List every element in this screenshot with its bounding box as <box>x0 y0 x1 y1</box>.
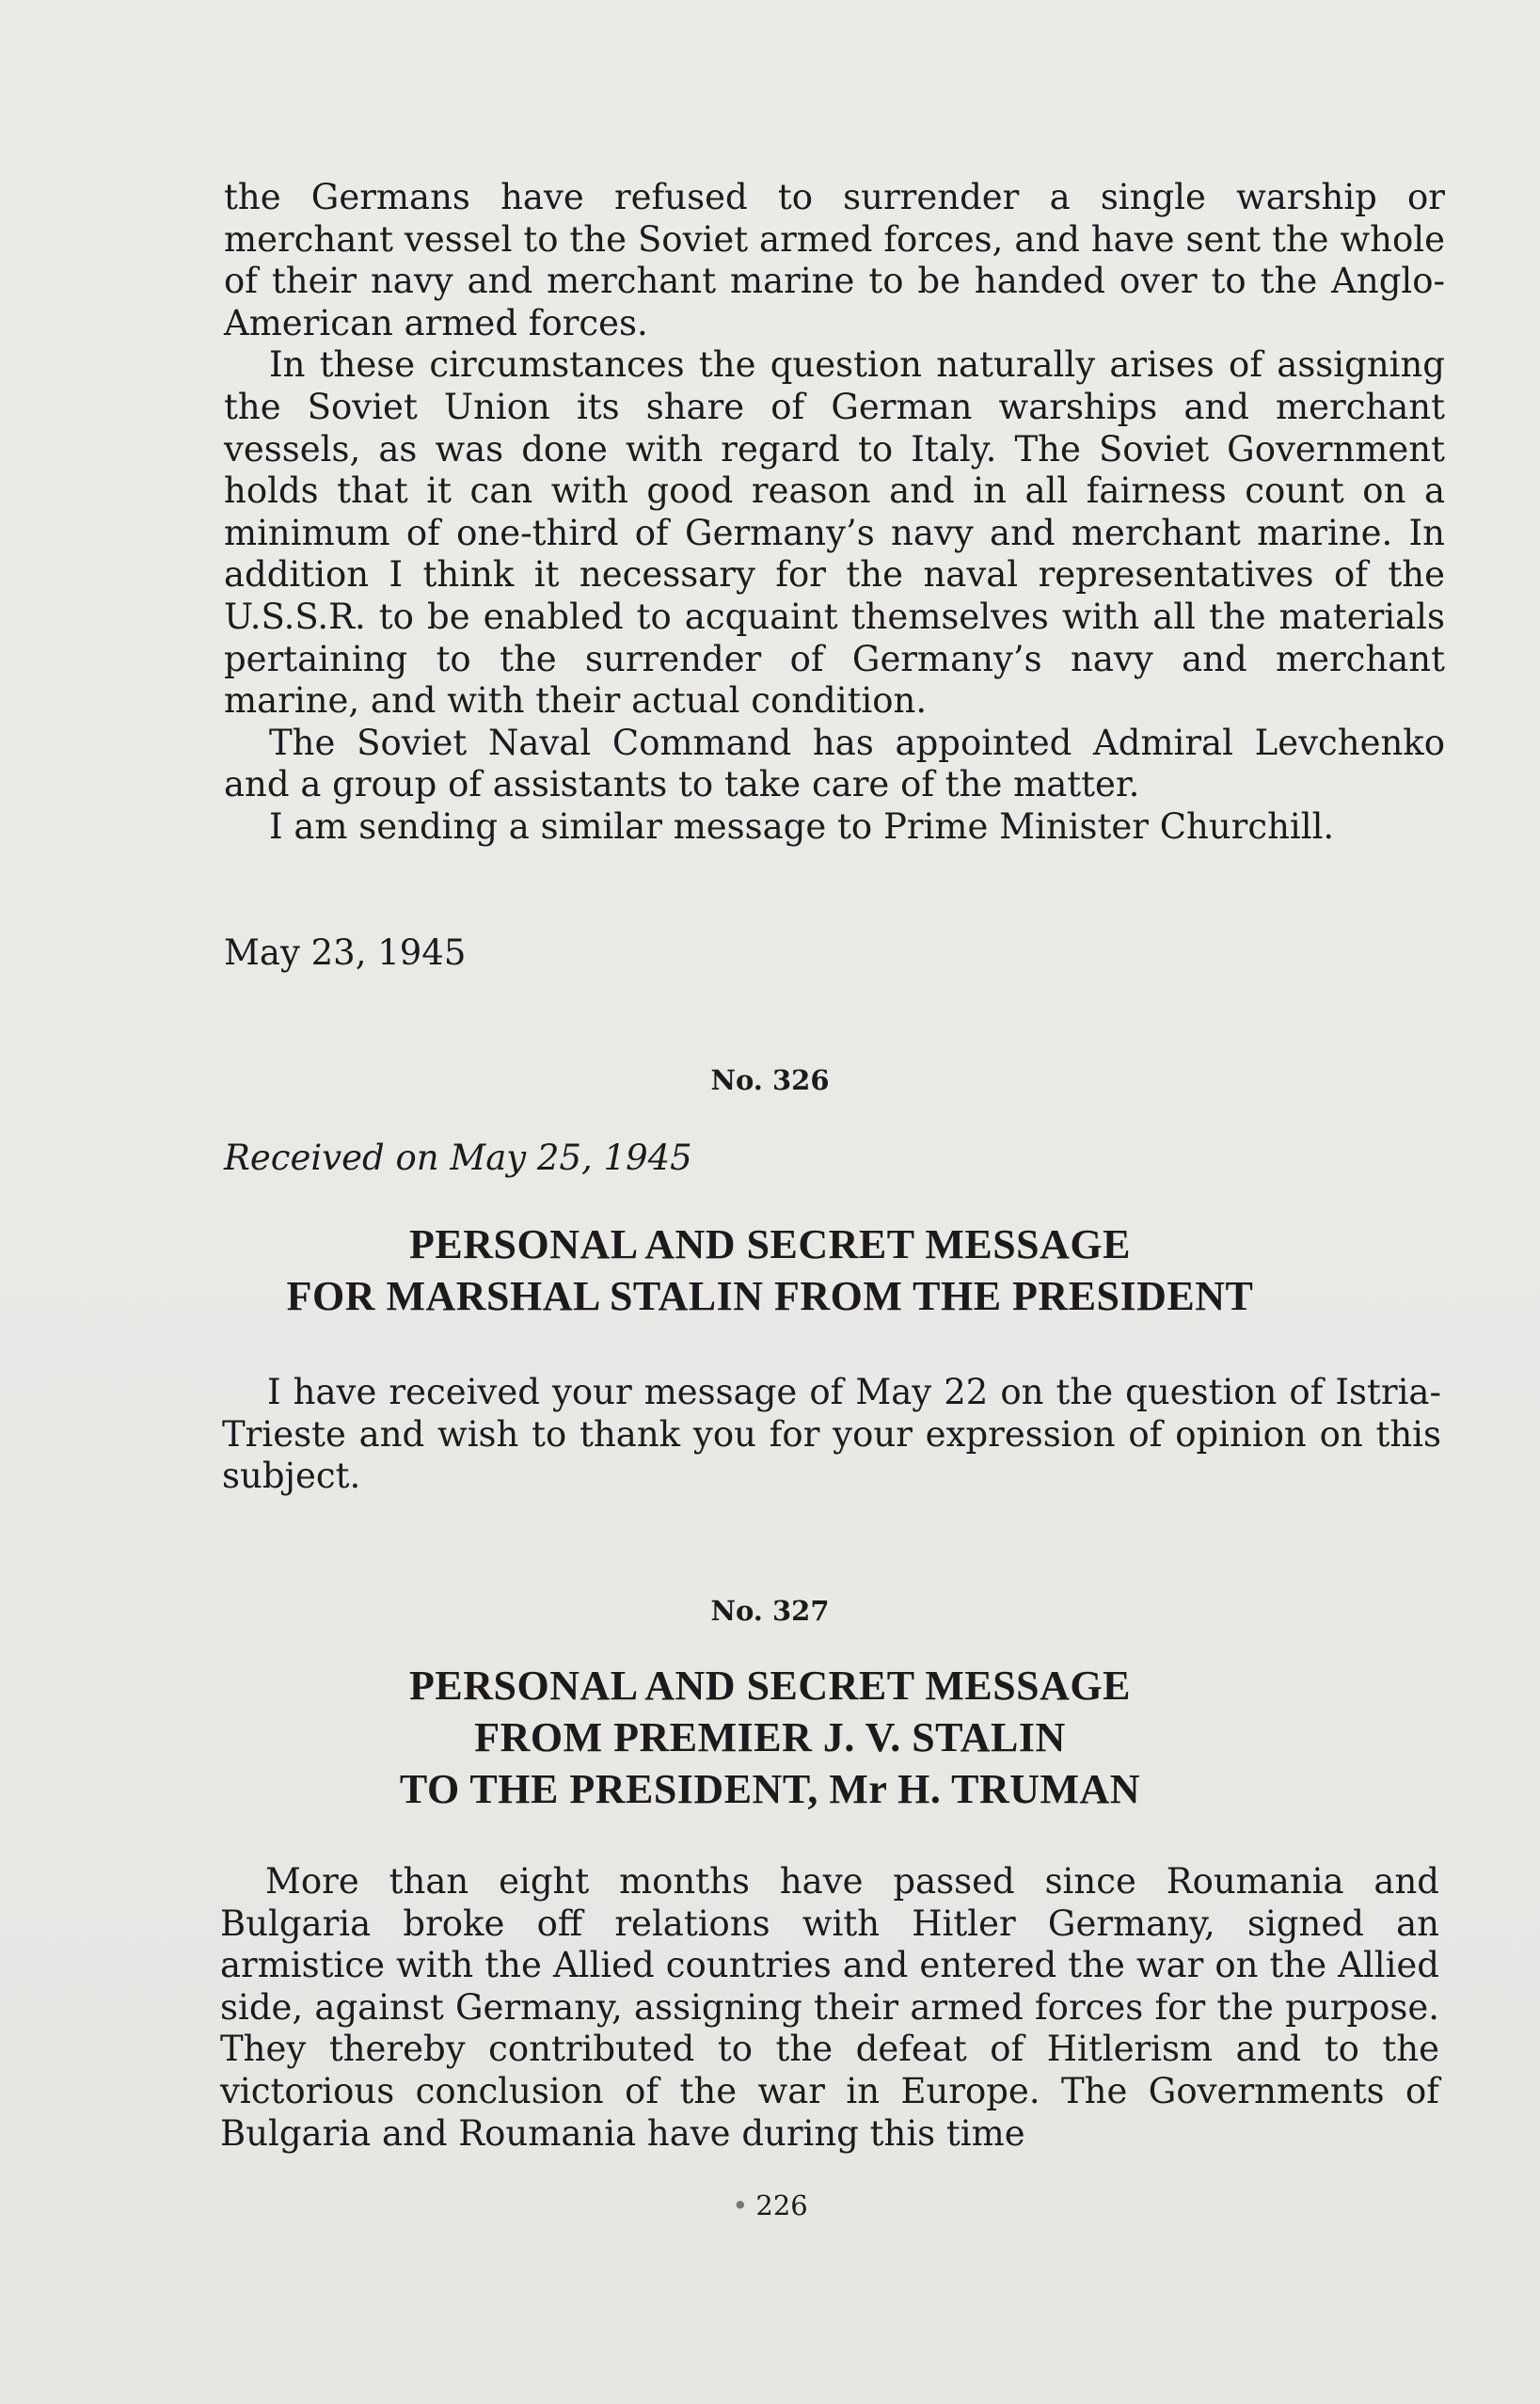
document-number-327: No. 327 <box>710 1595 830 1627</box>
paragraph-naval-command: The Soviet Naval Command has appointed Admiral Levchenko and a group of assistants to take care of the matter. <box>224 722 1445 805</box>
document-number-326: No. 326 <box>710 1064 830 1096</box>
paragraph-continued: the Germans have refused to surrender a single warship or merchant vessel to the Soviet armed forces, and have sent the whole of their navy and merchant marine to be handed over to the Anglo-American armed forces. <box>224 177 1445 343</box>
heading-327-line3: TO THE PRESIDENT, Mr H. TRUMAN <box>399 1766 1141 1812</box>
heading-326-line2: FOR MARSHAL STALIN FROM THE PRESIDENT <box>286 1273 1254 1319</box>
heading-326-line1: PERSONAL AND SECRET MESSAGE <box>409 1221 1131 1267</box>
paragraph-istria-trieste: I have received your message of May 22 on the question of Istria-Trieste and wish to thank you for your expression of opinion on this subject. <box>222 1372 1441 1497</box>
continued-text <box>224 177 1445 849</box>
heading-327-line2: FROM PREMIER J. V. STALIN <box>474 1714 1066 1760</box>
date-line: May 23, 1945 <box>224 932 467 973</box>
paragraph-similar-message: I am sending a similar message to Prime Minister Churchill. <box>269 805 1335 847</box>
received-date: Received on May 25, 1945 <box>224 1138 692 1178</box>
paragraph-share-of-navy: In these circumstances the question naturally arises of assigning the Soviet Union its share of German warships and merchant vessels, as was done with regard to Italy. The Soviet Government holds that it can with good reason and in all fairness count on a minimum of one-third of Germany’s navy and merchant marine. In addition I think it necessary for the naval representatives of the U.S.S.R. to be enabled to acquaint themselves with all the materials pertaining to the surrender of Germany’s navy and merchant marine, and with their actual condition. <box>224 344 1445 722</box>
paragraph-roumania-bulgaria: More than eight months have passed since Roumania and Bulgaria broke off relations with Hitler Germany, signed an armistice with the Allied countries and entered the war on the Allied side, against Germany, assigning their armed forces for the purpose. They thereby contributed to the defeat of Hitlerism and to the victorious conclusion of the war in Europe. The Governments of Bulgaria and Roumania have during this time <box>220 1861 1439 2154</box>
page-number-text: 226 <box>755 2189 808 2221</box>
message-327-body <box>220 1861 1439 2155</box>
ornament-dot-icon: • <box>732 2189 749 2221</box>
message-326-body <box>222 1372 1441 1498</box>
page-number <box>0 2189 1540 2222</box>
heading-327-line1: PERSONAL AND SECRET MESSAGE <box>409 1663 1131 1709</box>
